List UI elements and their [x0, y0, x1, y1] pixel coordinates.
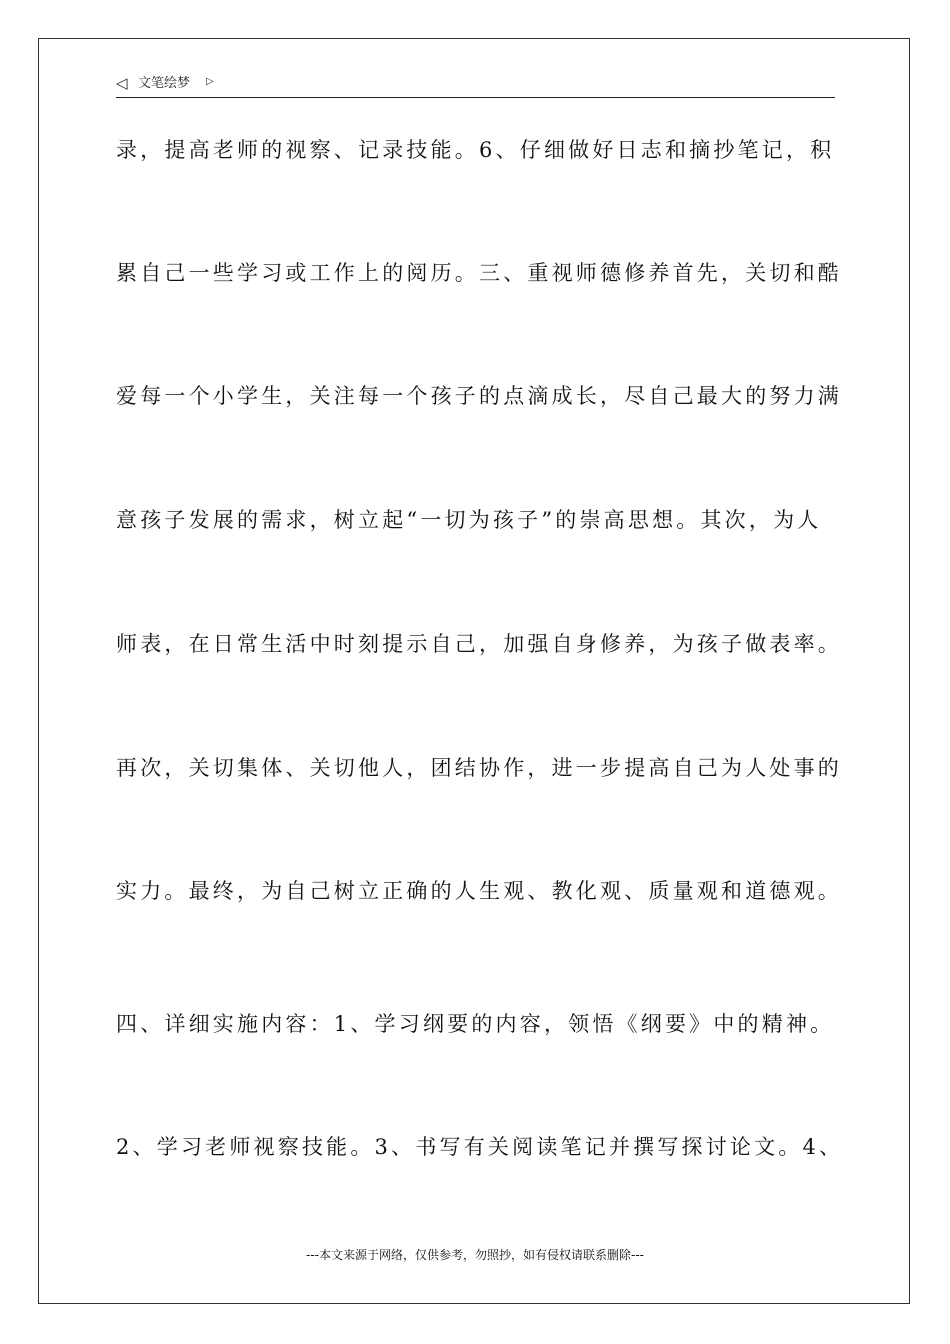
right-triangle-icon: ▷: [206, 76, 214, 87]
text-line-2: 累自己一些学习或工作上的阅历。三、重视师德修养首先，关切和酷: [116, 261, 842, 285]
page-header: [116, 72, 835, 98]
footer-disclaimer: ---本文来源于网络，仅供参考，勿照抄，如有侵权请联系删除---: [306, 1248, 644, 1262]
text-line-5: 师表，在日常生活中时刻提示自己，加强自身修养，为孩子做表率。: [116, 632, 842, 656]
text-line-9: 2、学习老师视察技能。3、书写有关阅读笔记并撰写探讨论文。4、: [116, 1135, 844, 1159]
page-frame: [38, 38, 910, 1304]
text-line-8: 四、详细实施内容：1、学习纲要的内容，领悟《纲要》中的精神。: [116, 1012, 835, 1036]
text-line-6: 再次，关切集体、关切他人，团结协作，进一步提高自己为人处事的: [116, 756, 842, 780]
text-line-4: 意孩子发展的需求，树立起“一切为孩子”的崇高思想。其次，为人: [116, 508, 822, 532]
text-line-1: 录，提高老师的视察、记录技能。6、仔细做好日志和摘抄笔记，积: [116, 138, 835, 162]
header-title: 文笔绘梦: [138, 76, 191, 91]
text-line-7: 实力。最终，为自己树立正确的人生观、教化观、质量观和道德观。: [116, 879, 842, 903]
text-line-3: 爱每一个小学生，关注每一个孩子的点滴成长，尽自己最大的努力满: [116, 384, 842, 408]
left-triangle-icon: ◁: [116, 74, 128, 92]
